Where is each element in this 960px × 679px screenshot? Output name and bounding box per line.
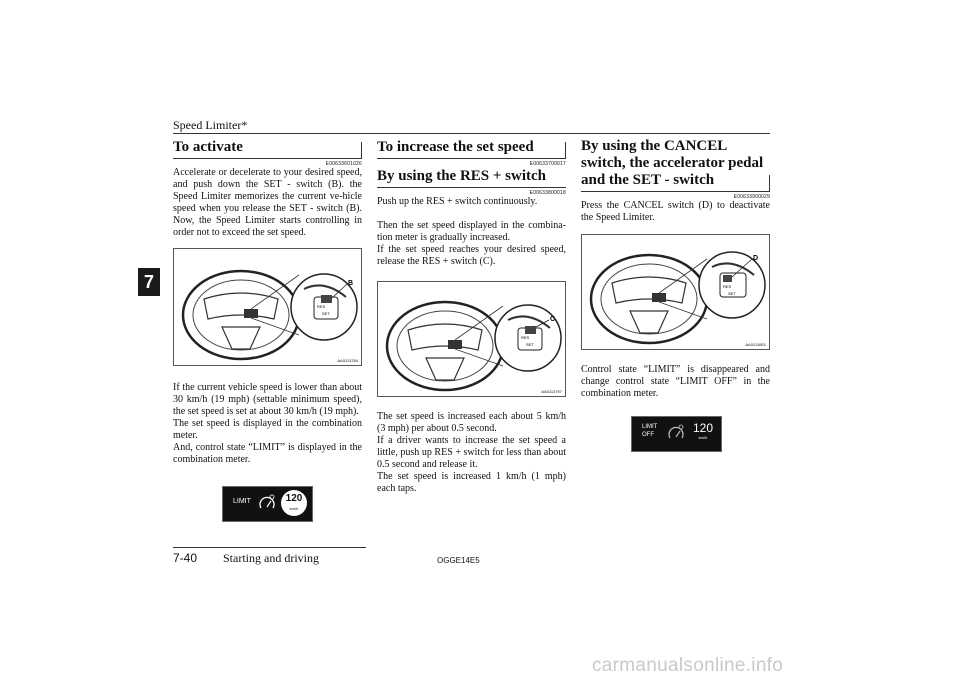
svg-text:SET: SET xyxy=(526,342,534,347)
limit-label: LIMIT xyxy=(642,424,658,430)
figure-code: AA0113797 xyxy=(541,389,562,394)
paragraph: The set speed is increased each about 5 km/h (3 mph) per about 0.5 second. xyxy=(377,411,566,434)
paragraph: And, control state “LIMIT” is displayed in the combination meter. xyxy=(173,442,362,465)
paragraph: The set speed is increased 1 km/h (1 mph) each taps. xyxy=(377,471,566,494)
paragraph: If the current vehicle speed is lower than about 30 km/h (19 mph) (settable minimum speed), the set speed is set at about 30 km/h (19 mph). xyxy=(173,382,362,417)
svg-text:RES: RES xyxy=(723,284,732,289)
column-2 xyxy=(377,138,566,495)
page-number: 7-40 xyxy=(173,551,198,565)
speed-readout: 120 km/h xyxy=(692,421,714,440)
callout-c: C xyxy=(550,316,556,323)
off-label: OFF xyxy=(642,432,654,438)
document-code: OGGE14E5 xyxy=(437,556,480,565)
svg-text:SET: SET xyxy=(322,311,330,316)
combination-meter-limit-off xyxy=(631,416,722,452)
steering-wheel-figure-b xyxy=(173,248,362,366)
paragraph: Control state “LIMIT” is disappeared and change control state “LIMIT OFF” in the combination meter. xyxy=(581,364,770,399)
paragraph: Push up the RES + switch continuously. xyxy=(377,196,538,207)
chapter-tab: 7 xyxy=(138,268,160,296)
footer-divider xyxy=(173,547,366,548)
section-code: E00633900029 xyxy=(733,194,770,200)
limit-label: LIMIT xyxy=(233,498,251,505)
steering-wheel-figure-d xyxy=(581,234,770,350)
figure-code: AA0113801 xyxy=(745,342,766,347)
running-header: Speed Limiter* xyxy=(173,118,248,132)
column-1 xyxy=(173,138,362,522)
section-name: Starting and driving xyxy=(223,551,319,565)
figure-code: AA0113784 xyxy=(337,358,358,363)
steering-wheel-illustration xyxy=(378,282,565,394)
speed-sign: 120 km/h xyxy=(281,490,307,516)
callout-d: D xyxy=(753,255,759,262)
callout-b: B xyxy=(348,280,354,287)
section-heading: To increase the set speed xyxy=(377,138,566,159)
steering-wheel-figure-c xyxy=(377,281,566,397)
steering-wheel-illustration xyxy=(174,249,361,363)
paragraph: If a driver wants to increase the set speed a little, push up RES + switch for less than about 0.5 second and release it. xyxy=(377,435,566,470)
section-heading: To activate xyxy=(173,138,362,159)
section-heading: By using the CANCEL switch, the accelerator pedal and the SET - switch xyxy=(581,138,770,192)
svg-text:SET: SET xyxy=(728,291,736,296)
paragraph: If the set speed reaches your desired speed, release the RES + switch (C). xyxy=(377,244,566,267)
column-3 xyxy=(581,138,770,452)
speed-limiter-icon xyxy=(668,424,684,444)
watermark: carmanualsonline.info xyxy=(592,655,784,676)
paragraph: The set speed is displayed in the combination meter. xyxy=(173,418,362,441)
paragraph: Accelerate or decelerate to your desired speed, and push down the SET - switch (B). the Speed Limiter memorizes the current ve-hicle speed when you release the SET - switch (B). Now, the Speed Limiter starts controlling in order not to exceed the set speed. xyxy=(173,167,362,238)
section-code: E00633601026 xyxy=(325,161,362,167)
steering-wheel-illustration xyxy=(582,235,769,347)
section-code: E00633700017 xyxy=(529,161,566,167)
paragraph: Then the set speed displayed in the combina-tion meter is gradually increased. xyxy=(377,220,566,243)
svg-text:RES: RES xyxy=(317,304,326,309)
combination-meter-limit xyxy=(222,486,313,522)
header-divider xyxy=(173,133,770,134)
subsection-code: E00633800018 xyxy=(529,190,566,196)
speed-limiter-icon xyxy=(259,494,275,514)
subsection-heading: By using the RES + switch xyxy=(377,167,566,188)
svg-text:RES: RES xyxy=(521,335,530,340)
paragraph: Press the CANCEL switch (D) to deactivate the Speed Limiter. xyxy=(581,200,770,223)
